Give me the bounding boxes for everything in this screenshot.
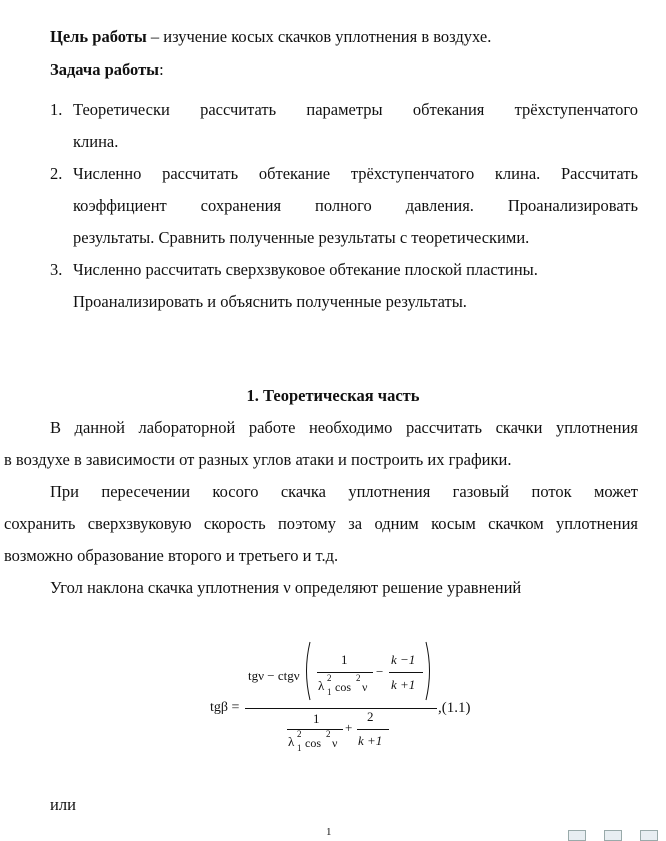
formula-inner-bar xyxy=(287,729,343,730)
section-title: 1. Теоретическая часть xyxy=(246,386,420,405)
task-line xyxy=(50,60,164,80)
paragraph-line: в воздухе в зависимости от разных углов атаки и построить их графики. xyxy=(4,450,512,469)
task-label: Задача работы xyxy=(50,60,160,79)
formula-nu: ν xyxy=(332,736,338,750)
formula-k-minus: k −1 xyxy=(391,652,416,667)
formula-k-plus: k +1 xyxy=(391,677,416,692)
list-item-line: клина. xyxy=(73,132,119,151)
list-item-line: Численно рассчитать обтекание трёхступенчатого клина. Рассчитать xyxy=(73,164,638,183)
goal-label: Цель работы xyxy=(50,27,147,46)
formula-nu: ν xyxy=(362,680,368,694)
list-item-line: Проанализировать и объяснить полученные результаты. xyxy=(73,292,467,311)
formula-k-plus: k +1 xyxy=(358,733,383,748)
list-item-line: результаты. Сравнить полученные результаты с теоретическими. xyxy=(73,228,530,247)
formula-lhs: tgβ = xyxy=(210,700,240,715)
paragraph-line: При пересечении косого скачка уплотнения газовый поток может xyxy=(50,482,638,501)
formula-sub: 1 xyxy=(327,687,332,697)
goal-line xyxy=(50,27,491,47)
formula-sub: 1 xyxy=(297,743,302,753)
formula-cos: cos xyxy=(305,736,321,750)
formula-cutoff: 1 xyxy=(326,826,332,838)
formula-minus: − xyxy=(376,664,384,679)
list-item-number: 3. xyxy=(50,260,63,279)
view-mode-bar xyxy=(560,826,666,839)
read-mode-icon[interactable] xyxy=(568,830,586,841)
formula-sup: 2 xyxy=(326,729,331,739)
formula-one: 1 xyxy=(341,652,348,667)
web-layout-icon[interactable] xyxy=(640,830,658,841)
formula-plus: + xyxy=(345,720,353,735)
list-item-number: 1. xyxy=(50,100,63,119)
list-item-line: коэффициент сохранения полного давления. Проанализировать xyxy=(73,196,638,215)
goal-text: – изучение косых скачков уплотнения в воздухе. xyxy=(146,27,492,46)
paragraph-line: В данной лабораторной работе необходимо рассчитать скачки уплотнения xyxy=(50,418,638,437)
formula-lambda: λ xyxy=(318,678,325,693)
list-item-line: Теоретически рассчитать параметры обтекания трёхступенчатого xyxy=(73,100,638,119)
formula-two: 2 xyxy=(367,709,374,724)
formula-inner-bar xyxy=(357,729,389,730)
formula-sup: 2 xyxy=(327,673,332,683)
task-colon: : xyxy=(159,60,164,79)
formula-sup: 2 xyxy=(297,729,302,739)
formula-sup: 2 xyxy=(356,673,361,683)
formula-main-bar xyxy=(245,708,437,709)
list-item-line: Численно рассчитать сверхзвуковое обтекание плоской пластины. xyxy=(73,260,538,279)
print-layout-icon[interactable] xyxy=(604,830,622,841)
formula-inner-bar xyxy=(317,672,373,673)
paragraph-line: Угол наклона скачка уплотнения ν определяют решение уравнений xyxy=(50,578,522,597)
formula-label: ,(1.1) xyxy=(438,700,471,716)
formula-one: 1 xyxy=(313,711,320,726)
or-word: или xyxy=(50,795,76,814)
paragraph-line: возможно образование второго и третьего и т.д. xyxy=(4,546,339,565)
formula-num-prefix: tgν − ctgν xyxy=(248,668,300,683)
formula-cos: cos xyxy=(335,680,351,694)
formula-inner-bar xyxy=(389,672,423,673)
list-item-number: 2. xyxy=(50,164,63,183)
paragraph-line: сохранить сверхзвуковую скорость поэтому за одним косым скачком уплотнения xyxy=(4,514,638,533)
formula-lambda: λ xyxy=(288,734,295,749)
